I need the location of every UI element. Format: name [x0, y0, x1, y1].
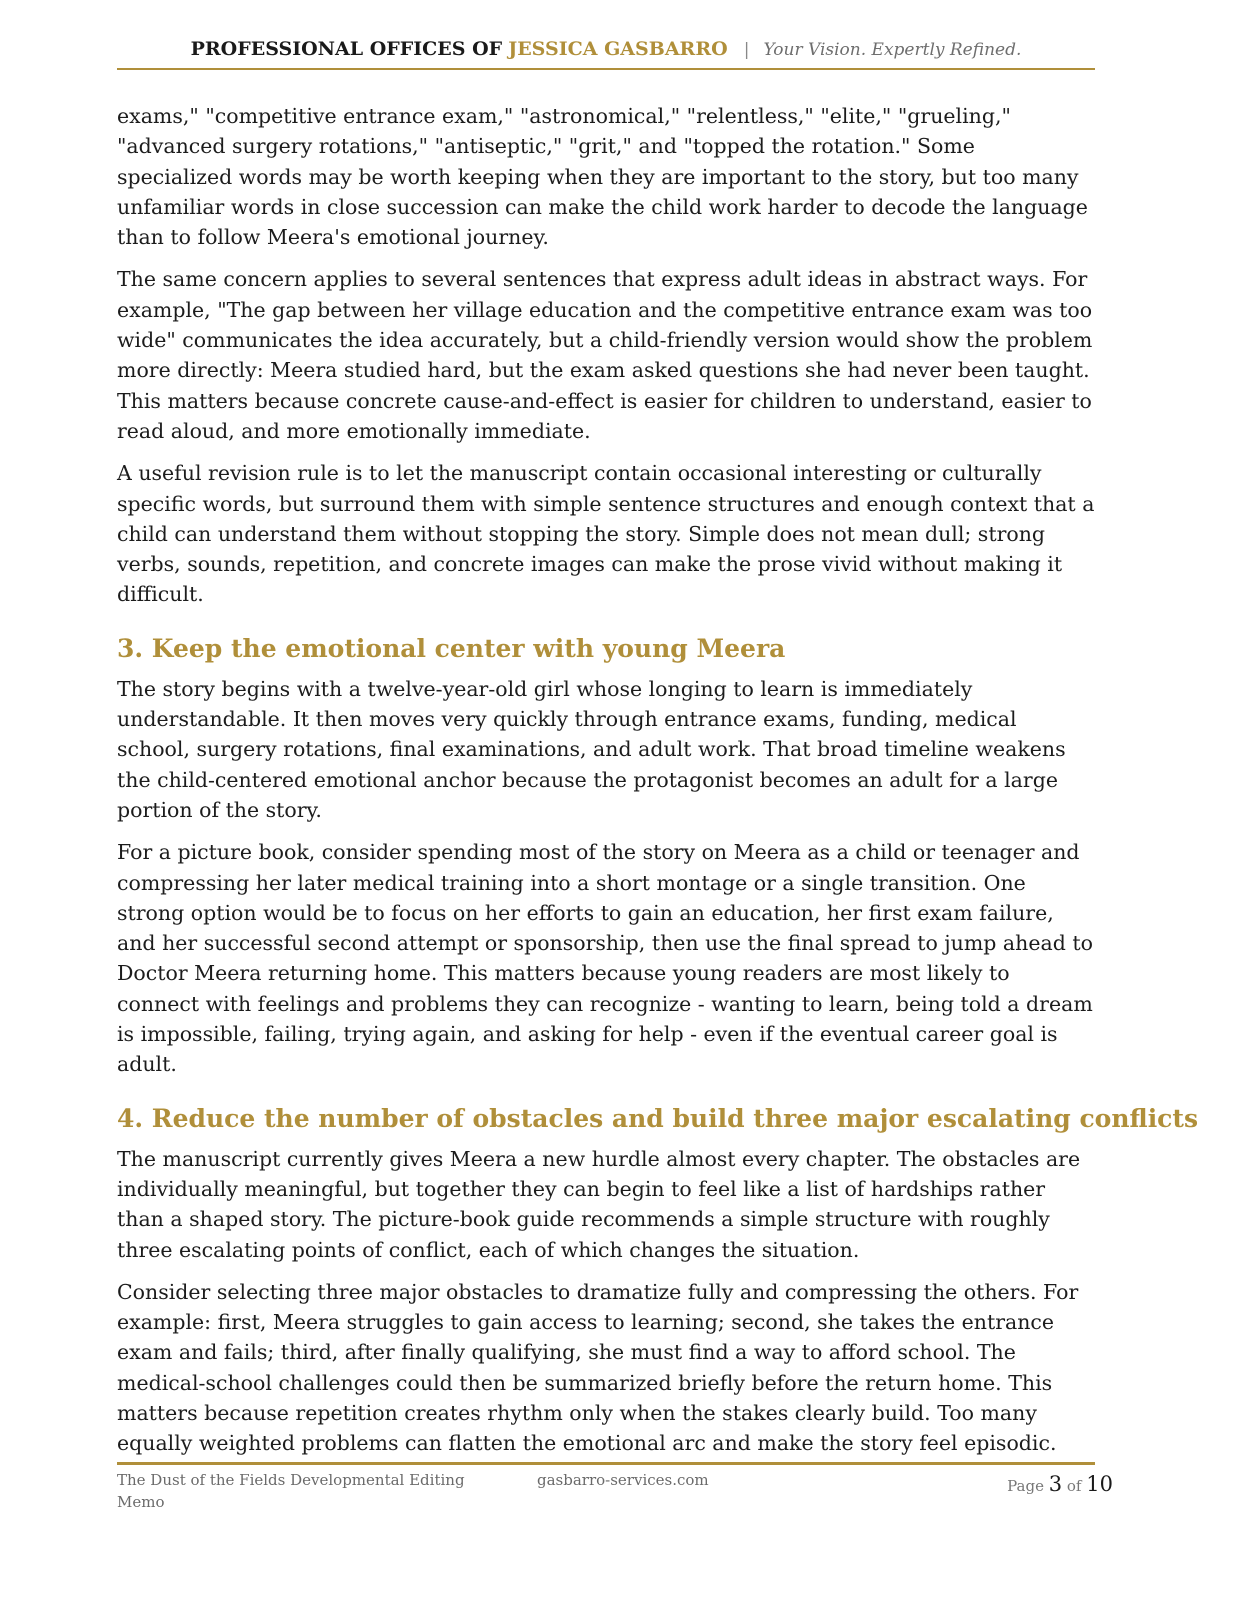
footer-divider [117, 1462, 1095, 1465]
header-name: JESSICA GASBARRO [508, 38, 728, 60]
page-total: 10 [1086, 1472, 1113, 1496]
header-tagline: Your Vision. Expertly Refined. [763, 40, 1022, 60]
body-paragraph: The story begins with a twelve-year-old girl whose longing to learn is immediately understandable. It then moves very quickly through entrance exams, funding, medical school, surgery rotations, final examinations, and adult work. That broad timeline weakens the child-centered emotional anchor because the protagonist becomes an adult for a large portion of the story. [117, 676, 1066, 822]
section-heading-3: 3. Keep the emotional center with young Meera [117, 633, 786, 663]
page-label: Page [1007, 1477, 1044, 1495]
header-separator: | [743, 40, 750, 60]
page-current: 3 [1048, 1472, 1063, 1496]
page-header [117, 36, 1095, 63]
footer-website: gasbarro-services.com [537, 1471, 709, 1489]
body-paragraph: A useful revision rule is to let the manuscript contain occasional interesting or culturally specific words, but surround them with simple sentence structures and enough context that a child can understand them without stopping the story. Simple does not mean dull; strong verbs, sounds, repetition, and concrete images can make the prose vivid without making it difficult. [117, 461, 1095, 607]
header-divider [117, 68, 1095, 70]
body-paragraph: exams," "competitive entrance exam," "astronomical," "relentless," "elite," "grueling," "advanced surgery rotations," "antiseptic," "grit," and "topped the rotation." Some specialized words may be worth keeping when they are important to the story, but too many unfamiliar words in close succession can make the child work harder to decode the language than to follow Meera's emotional journey. [117, 104, 1088, 250]
header-org-prefix: PROFESSIONAL OFFICES OF [190, 38, 503, 60]
memo-body [117, 101, 1199, 1471]
body-paragraph: Consider selecting three major obstacles to dramatize fully and compressing the others. For example: first, Meera struggles to gain access to learning; second, she takes the entrance exam and fails; third, after finally qualifying, she must find a way to afford school. The medical-school challenges could then be summarized briefly before the return home. This matters because repetition creates rhythm only when the stakes clearly build. Too many equally weighted problems can flatten the emotional arc and make the story feel episodic. [117, 1279, 1079, 1456]
memo-page [117, 0, 1199, 1600]
body-paragraph: For a picture book, consider spending most of the story on Meera as a child or teenager and compressing her later medical training into a short montage or a single transition. One strong option would be to focus on her efforts to gain an education, her first exam failure, and her successful second attempt or sponsorship, then use the final spread to jump ahead to Doctor Meera returning home. This matters because young readers are most likely to connect with feelings and problems they can recognize - wanting to learn, being told a dream is impossible, failing, trying again, and asking for help - even if the eventual career goal is adult. [117, 840, 1093, 1077]
footer-doc-title: The Dust of the Fields Developmental Editing Memo [117, 1471, 465, 1511]
body-paragraph: The same concern applies to several sentences that express adult ideas in abstract ways. For example, "The gap between her village education and the competitive entrance exam was too wide" communicates the idea accurately, but a child-friendly version would show the problem more directly: Meera studied hard, but the exam asked questions she had never been taught. This matters because concrete cause-and-effect is easier for children to understand, easier to read aloud, and more emotionally immediate. [117, 267, 1093, 443]
page-of-label: of [1066, 1477, 1082, 1495]
section-heading-4: 4. Reduce the number of obstacles and build three major escalating conflicts [117, 1103, 1199, 1133]
footer-page-number [1007, 1471, 1113, 1499]
body-paragraph: The manuscript currently gives Meera a new hurdle almost every chapter. The obstacles are individually meaningful, but together they can begin to feel like a list of hardships rather than a shaped story. The picture-book guide recommends a simple structure with roughly three escalating points of conflict, each of which changes the situation. [117, 1146, 1081, 1262]
